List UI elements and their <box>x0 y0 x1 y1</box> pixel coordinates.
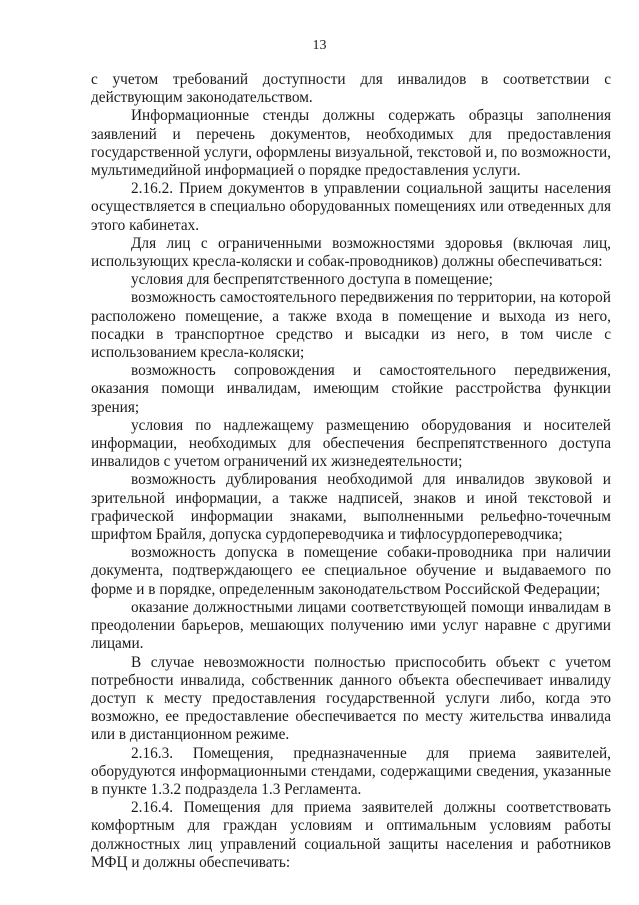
paragraph: возможность самостоятельного передвижения по территории, на которой расположено помещение, а также входа в помещение и выхода из него, посадки в транспортное средство и высадки из него, в том числе с использованием кресла-коляски; <box>91 289 611 362</box>
paragraph: возможность допуска в помещение собаки-проводника при наличии документа, подтверждающего ее специальное обучение и выдаваемого по форме и в порядке, определенным законодательством Российской Федерации; <box>91 544 611 598</box>
paragraph: возможность дублирования необходимой для инвалидов звуковой и зрительной информации, а также надписей, знаков и иной текстовой и графической информации знаками, выполненными рельефно-точечным шрифтом Брайля, допуска сурдопереводчика и тифлосурдопереводчика; <box>91 471 611 544</box>
paragraph: с учетом требований доступности для инвалидов в соответствии с действующим законодательством. <box>91 71 611 107</box>
paragraph: Информационные стенды должны содержать образцы заполнения заявлений и перечень документов, необходимых для предоставления государственной услуги, оформлены визуальной, текстовой и, по возможности, мультимедийной информацией о порядке предоставления услуги. <box>91 107 611 180</box>
paragraph: условия для беспрепятственного доступа в помещение; <box>131 271 493 289</box>
paragraph: Для лиц с ограниченными возможностями здоровья (включая лиц, использующих кресла-коляски и собак-проводников) должны обеспечиваться: <box>91 234 611 271</box>
paragraph: оказание должностными лицами соответствующей помощи инвалидам в преодолении барьеров, мешающих получению ими услуг наравне с другими лицами. <box>91 598 611 653</box>
paragraph: возможность сопровождения и самостоятельного передвижения, оказания помощи инвалидам, имеющим стойкие расстройства функции зрения; <box>91 362 611 416</box>
document-body <box>91 71 611 872</box>
paragraph: В случае невозможности полностью приспособить объект с учетом потребности инвалида, собственник данного объекта обеспечивает инвалиду доступ к месту предоставления государственной услуги либо, когда это возможно, ее предоставление обеспечивается по месту жительства инвалида или в дистанционном режиме. <box>91 653 611 744</box>
paragraph: 2.16.4. Помещения для приема заявителей должны соответствовать комфортным для граждан условиям и оптимальным условиям работы должностных лиц управлений социальной защиты населения и работников МФЦ и должны обеспечивать: <box>91 799 611 871</box>
page-number: 13 <box>312 38 327 53</box>
paragraph: 2.16.2. Прием документов в управлении социальной защиты населения осуществляется в специально оборудованных помещениях или отведенных для этого кабинетах. <box>91 180 611 234</box>
paragraph: 2.16.3. Помещения, предназначенные для приема заявителей, оборудуются информационными стендами, содержащими сведения, указанные в пункте 1.3.2 подраздела 1.3 Регламента. <box>91 744 611 798</box>
paragraph: условия по надлежащему размещению оборудования и носителей информации, необходимых для обеспечения беспрепятственного доступа инвалидов с учетом ограничений их жизнедеятельности; <box>91 416 611 471</box>
